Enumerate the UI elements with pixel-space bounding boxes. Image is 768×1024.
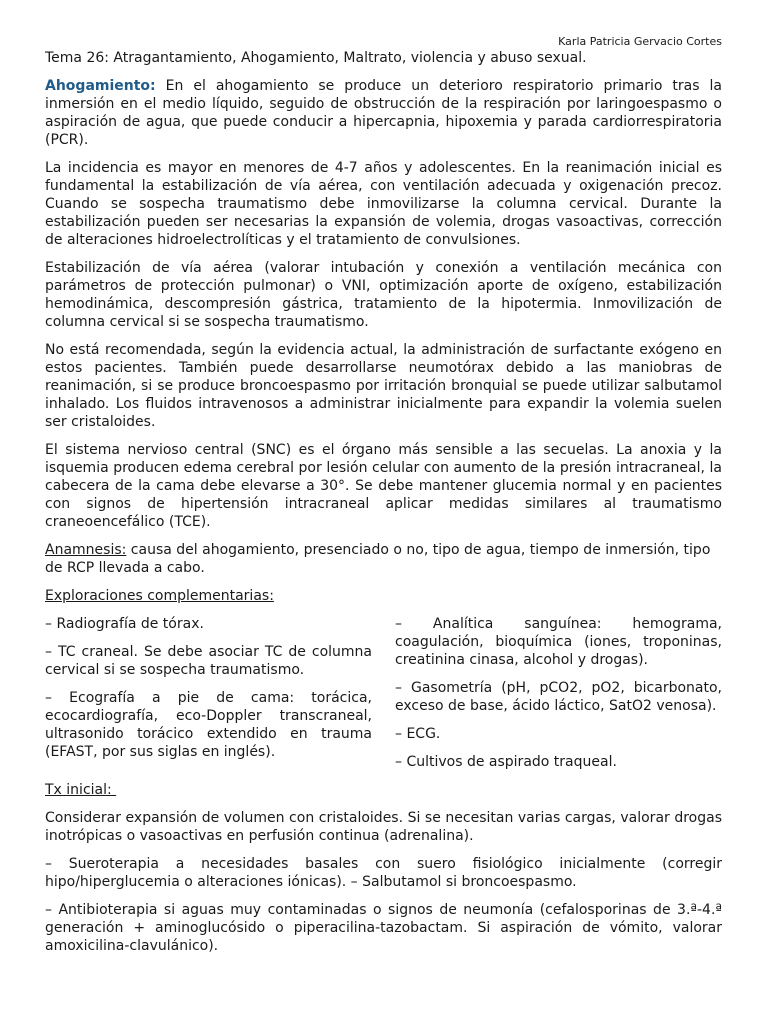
anamnesis-paragraph: [45, 541, 722, 577]
author-name: Karla Patricia Gervacio Cortes: [558, 35, 722, 48]
tx-item: Considerar expansión de volumen con cristaloides. Si se necesitan varias cargas, valorar drogas inotrópicas o vasoactivas en perfusión continua (adrenalina).: [45, 810, 722, 844]
tx-item: – Sueroterapia a necesidades basales con suero fisiológico inicialmente (corregir hipo/hiperglucemia o alteraciones iónicas). – Salbutamol si broncoespasmo.: [45, 856, 722, 890]
exploraciones-columns: [45, 615, 722, 781]
anamnesis-heading: Anamnesis:: [45, 542, 127, 558]
paragraph-incidencia: La incidencia es mayor en menores de 4-7 años y adolescentes. En la reanimación inicial es fundamental la estabilización de vía aérea, con ventilación adecuada y oxigenación precoz. Cuando se sospecha traumatismo debe inmovilizarse la columna cervical. Durante la estabilización pueden ser necesarias la expansión de volemia, drogas vasoactivas, corrección de alteraciones hidroelectrolíticas y el tratamiento de convulsiones.: [45, 160, 722, 248]
document-title: Tema 26: Atragantamiento, Ahogamiento, Maltrato, violencia y abuso sexual.: [45, 50, 587, 66]
list-item: – Cultivos de aspirado traqueal.: [395, 754, 617, 770]
list-item: – Gasometría (pH, pCO2, pO2, bicarbonato, exceso de base, ácido láctico, SatO2 venosa).: [395, 680, 722, 714]
anamnesis-text: causa del ahogamiento, presenciado o no, tipo de agua, tiempo de inmersión, tipo de RCP llevada a cabo.: [45, 542, 711, 576]
list-item: – Analítica sanguínea: hemograma, coagulación, bioquímica (iones, troponinas, creatinina cinasa, alcohol y drogas).: [395, 616, 722, 668]
tx-heading: Tx inicial:: [45, 782, 117, 798]
exploraciones-heading: Exploraciones complementarias:: [45, 588, 274, 604]
list-item: – TC craneal. Se debe asociar TC de columna cervical si se sospecha traumatismo.: [45, 644, 372, 678]
paragraph-estabilizacion: Estabilización de vía aérea (valorar intubación y conexión a ventilación mecánica con parámetros de protección pulmonar) o VNI, optimización aporte de oxígeno, estabilización hemodinámica, descompresión gástrica, tratamiento de la hipotermia. Inmovilización de columna cervical si se sospecha traumatismo.: [45, 260, 722, 330]
document-body: [45, 49, 722, 965]
paragraph-surfactante: No está recomendada, según la evidencia actual, la administración de surfactante exógeno en estos pacientes. También puede desarrollarse neumotórax debido a las maniobras de reanimación, si se produce broncoespasmo por irritación bronquial se puede utilizar salbutamol inhalado. Los fluidos intravenosos a administrar inicialmente para expandir la volemia suelen ser cristaloides.: [45, 342, 722, 430]
section-heading-ahogamiento: Ahogamiento:: [45, 78, 156, 94]
list-item: – ECG.: [395, 726, 441, 742]
tx-item: – Antibioterapia si aguas muy contaminadas o signos de neumonía (cefalosporinas de 3.ª-4.ª generación + aminoglucósido o piperacilina-tazobactam. Si aspiración de vómito, valorar amoxicilina-clavulánico).: [45, 902, 722, 954]
list-item: – Radiografía de tórax.: [45, 616, 204, 632]
paragraph-snc: El sistema nervioso central (SNC) es el órgano más sensible a las secuelas. La anoxia y la isquemia producen edema cerebral por lesión celular con aumento de la presión intracraneal, la cabecera de la cama debe elevarse a 30°. Se debe mantener glucemia normal y en pacientes con signos de hipertensión intracraneal aplicar medidas similares al traumatismo craneoencefálico (TCE).: [45, 442, 722, 530]
exploraciones-left-column: [45, 615, 372, 781]
ahogamiento-paragraph: [45, 77, 722, 149]
ahogamiento-text: En el ahogamiento se produce un deterioro respiratorio primario tras la inmersión en el medio líquido, seguido de obstrucción de la respiración por laringoespasmo o aspiración de agua, que puede conducir a hipercapnia, hipoxemia y parada cardiorrespiratoria (PCR).: [45, 78, 722, 148]
list-item: – Ecografía a pie de cama: torácica, ecocardiografía, eco-Doppler transcraneal, ultrasonido torácico extendido en trauma (EFAST, por sus siglas en inglés).: [45, 690, 372, 760]
exploraciones-right-column: [395, 615, 722, 781]
